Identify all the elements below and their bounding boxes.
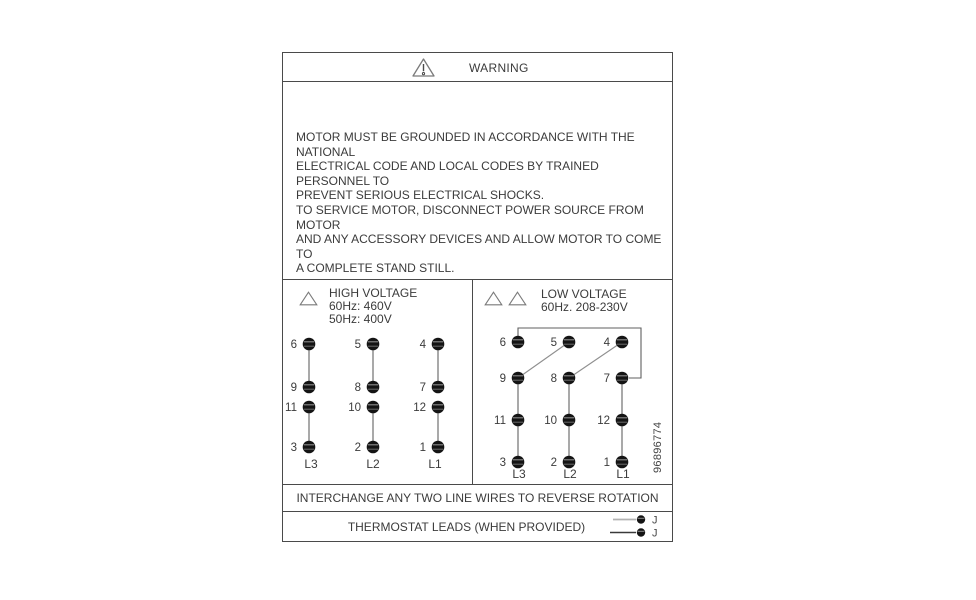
line-label-l2: L2: [563, 467, 577, 481]
terminal-number: 10: [348, 402, 361, 414]
terminal-number: 8: [550, 373, 557, 385]
text-line: A COMPLETE STAND STILL.: [296, 261, 455, 275]
line-label-l3: L3: [512, 467, 526, 481]
terminal-number: 1: [603, 457, 610, 469]
terminal-dot-11: [303, 401, 316, 414]
terminal-dot-2: [367, 441, 380, 454]
low-voltage-diagram: [473, 280, 672, 484]
terminal-number: 5: [550, 337, 557, 349]
terminal-dot-8: [563, 372, 576, 385]
terminal-dot-9: [303, 381, 316, 394]
terminal-number: 1: [419, 442, 426, 454]
warning-triangle-icon: [411, 57, 436, 78]
terminal-dot-4: [616, 336, 629, 349]
terminal-number: 9: [499, 373, 506, 385]
line-label-l2: L2: [366, 457, 380, 471]
wire-4-8: [569, 342, 622, 378]
text-line: PREVENT SERIOUS ELECTRICAL SHOCKS.: [296, 188, 545, 202]
terminal-number: 4: [419, 339, 426, 351]
text-line: TO SERVICE MOTOR, DISCONNECT POWER SOURCE FROM MOTOR: [296, 203, 644, 232]
text-line: AND ANY ACCESSORY DEVICES AND ALLOW MOTOR TO COME TO: [296, 232, 662, 261]
terminal-number: 10: [544, 415, 557, 427]
terminal-dot-4: [432, 338, 445, 351]
terminal-dot-5: [367, 338, 380, 351]
service-paragraph: [296, 203, 666, 276]
terminal-dot-1: [432, 441, 445, 454]
warning-title: WARNING: [469, 61, 529, 75]
wire-5-9: [518, 342, 569, 378]
terminal-number: 2: [550, 457, 557, 469]
terminal-number: 11: [494, 415, 506, 427]
terminal-dot-10: [563, 414, 576, 427]
terminal-dot-5: [563, 336, 576, 349]
low-voltage-freq1: 60Hz. 208-230V: [541, 300, 628, 314]
low-voltage-panel: [473, 280, 672, 484]
terminal-dot-3: [303, 441, 316, 454]
terminal-number: 4: [603, 337, 610, 349]
part-number: 96896774: [652, 421, 664, 473]
terminal-number: 12: [597, 415, 610, 427]
terminal-number: 12: [413, 402, 426, 414]
thermostat-note: THERMOSTAT LEADS (WHEN PROVIDED): [347, 519, 586, 534]
motor-warning-label: [282, 52, 673, 542]
terminal-dot-12: [432, 401, 445, 414]
terminal-number: 2: [354, 442, 361, 454]
high-voltage-freq1: 60Hz: 460V: [329, 299, 392, 313]
high-voltage-freq2: 50Hz: 400V: [329, 312, 392, 326]
terminal-dot-10: [367, 401, 380, 414]
terminal-number: 9: [290, 382, 297, 394]
lead-label-2: J: [652, 527, 658, 540]
high-voltage-diagram: [283, 280, 472, 484]
terminal-number: 5: [354, 339, 361, 351]
line-label-l3: L3: [304, 457, 318, 471]
terminal-dot-9: [512, 372, 525, 385]
thermostat-note-row: [283, 512, 672, 541]
text-line: ELECTRICAL CODE AND LOCAL CODES BY TRAINED PERSONNEL TO: [296, 159, 599, 188]
terminal-number: 6: [499, 337, 506, 349]
interchange-note: INTERCHANGE ANY TWO LINE WIRES TO REVERSE ROTATION: [296, 491, 659, 505]
line-label-l1: L1: [428, 457, 442, 471]
low-voltage-title: LOW VOLTAGE: [541, 287, 627, 301]
terminal-dot-8: [367, 381, 380, 394]
terminal-dot-6: [303, 338, 316, 351]
warning-header-row: [283, 53, 672, 82]
safety-text-section: [283, 82, 672, 280]
wiring-diagrams-section: [283, 280, 672, 485]
grounding-paragraph: [296, 130, 666, 203]
interchange-note-row: [283, 485, 672, 512]
terminal-number: 11: [285, 402, 297, 414]
terminal-number: 7: [419, 382, 426, 394]
lead-terminal-1: [637, 515, 645, 523]
terminal-dot-12: [616, 414, 629, 427]
exclamation-dot: [422, 73, 424, 75]
high-voltage-panel: [283, 280, 473, 484]
thermostat-leads-graphic: [609, 512, 671, 541]
terminal-dot-6: [512, 336, 525, 349]
high-voltage-title: HIGH VOLTAGE: [329, 286, 418, 300]
text-line: MOTOR MUST BE GROUNDED IN ACCORDANCE WITH THE NATIONAL: [296, 130, 635, 159]
terminal-number: 3: [290, 442, 297, 454]
lead-terminal-2: [637, 528, 645, 536]
terminal-number: 3: [499, 457, 506, 469]
lead-label-1: J: [652, 514, 658, 527]
terminal-number: 7: [603, 373, 610, 385]
terminal-number: 6: [290, 339, 297, 351]
terminal-dot-7: [432, 381, 445, 394]
terminal-number: 8: [354, 382, 361, 394]
terminal-dot-7: [616, 372, 629, 385]
terminal-dot-11: [512, 414, 525, 427]
line-label-l1: L1: [616, 467, 630, 481]
